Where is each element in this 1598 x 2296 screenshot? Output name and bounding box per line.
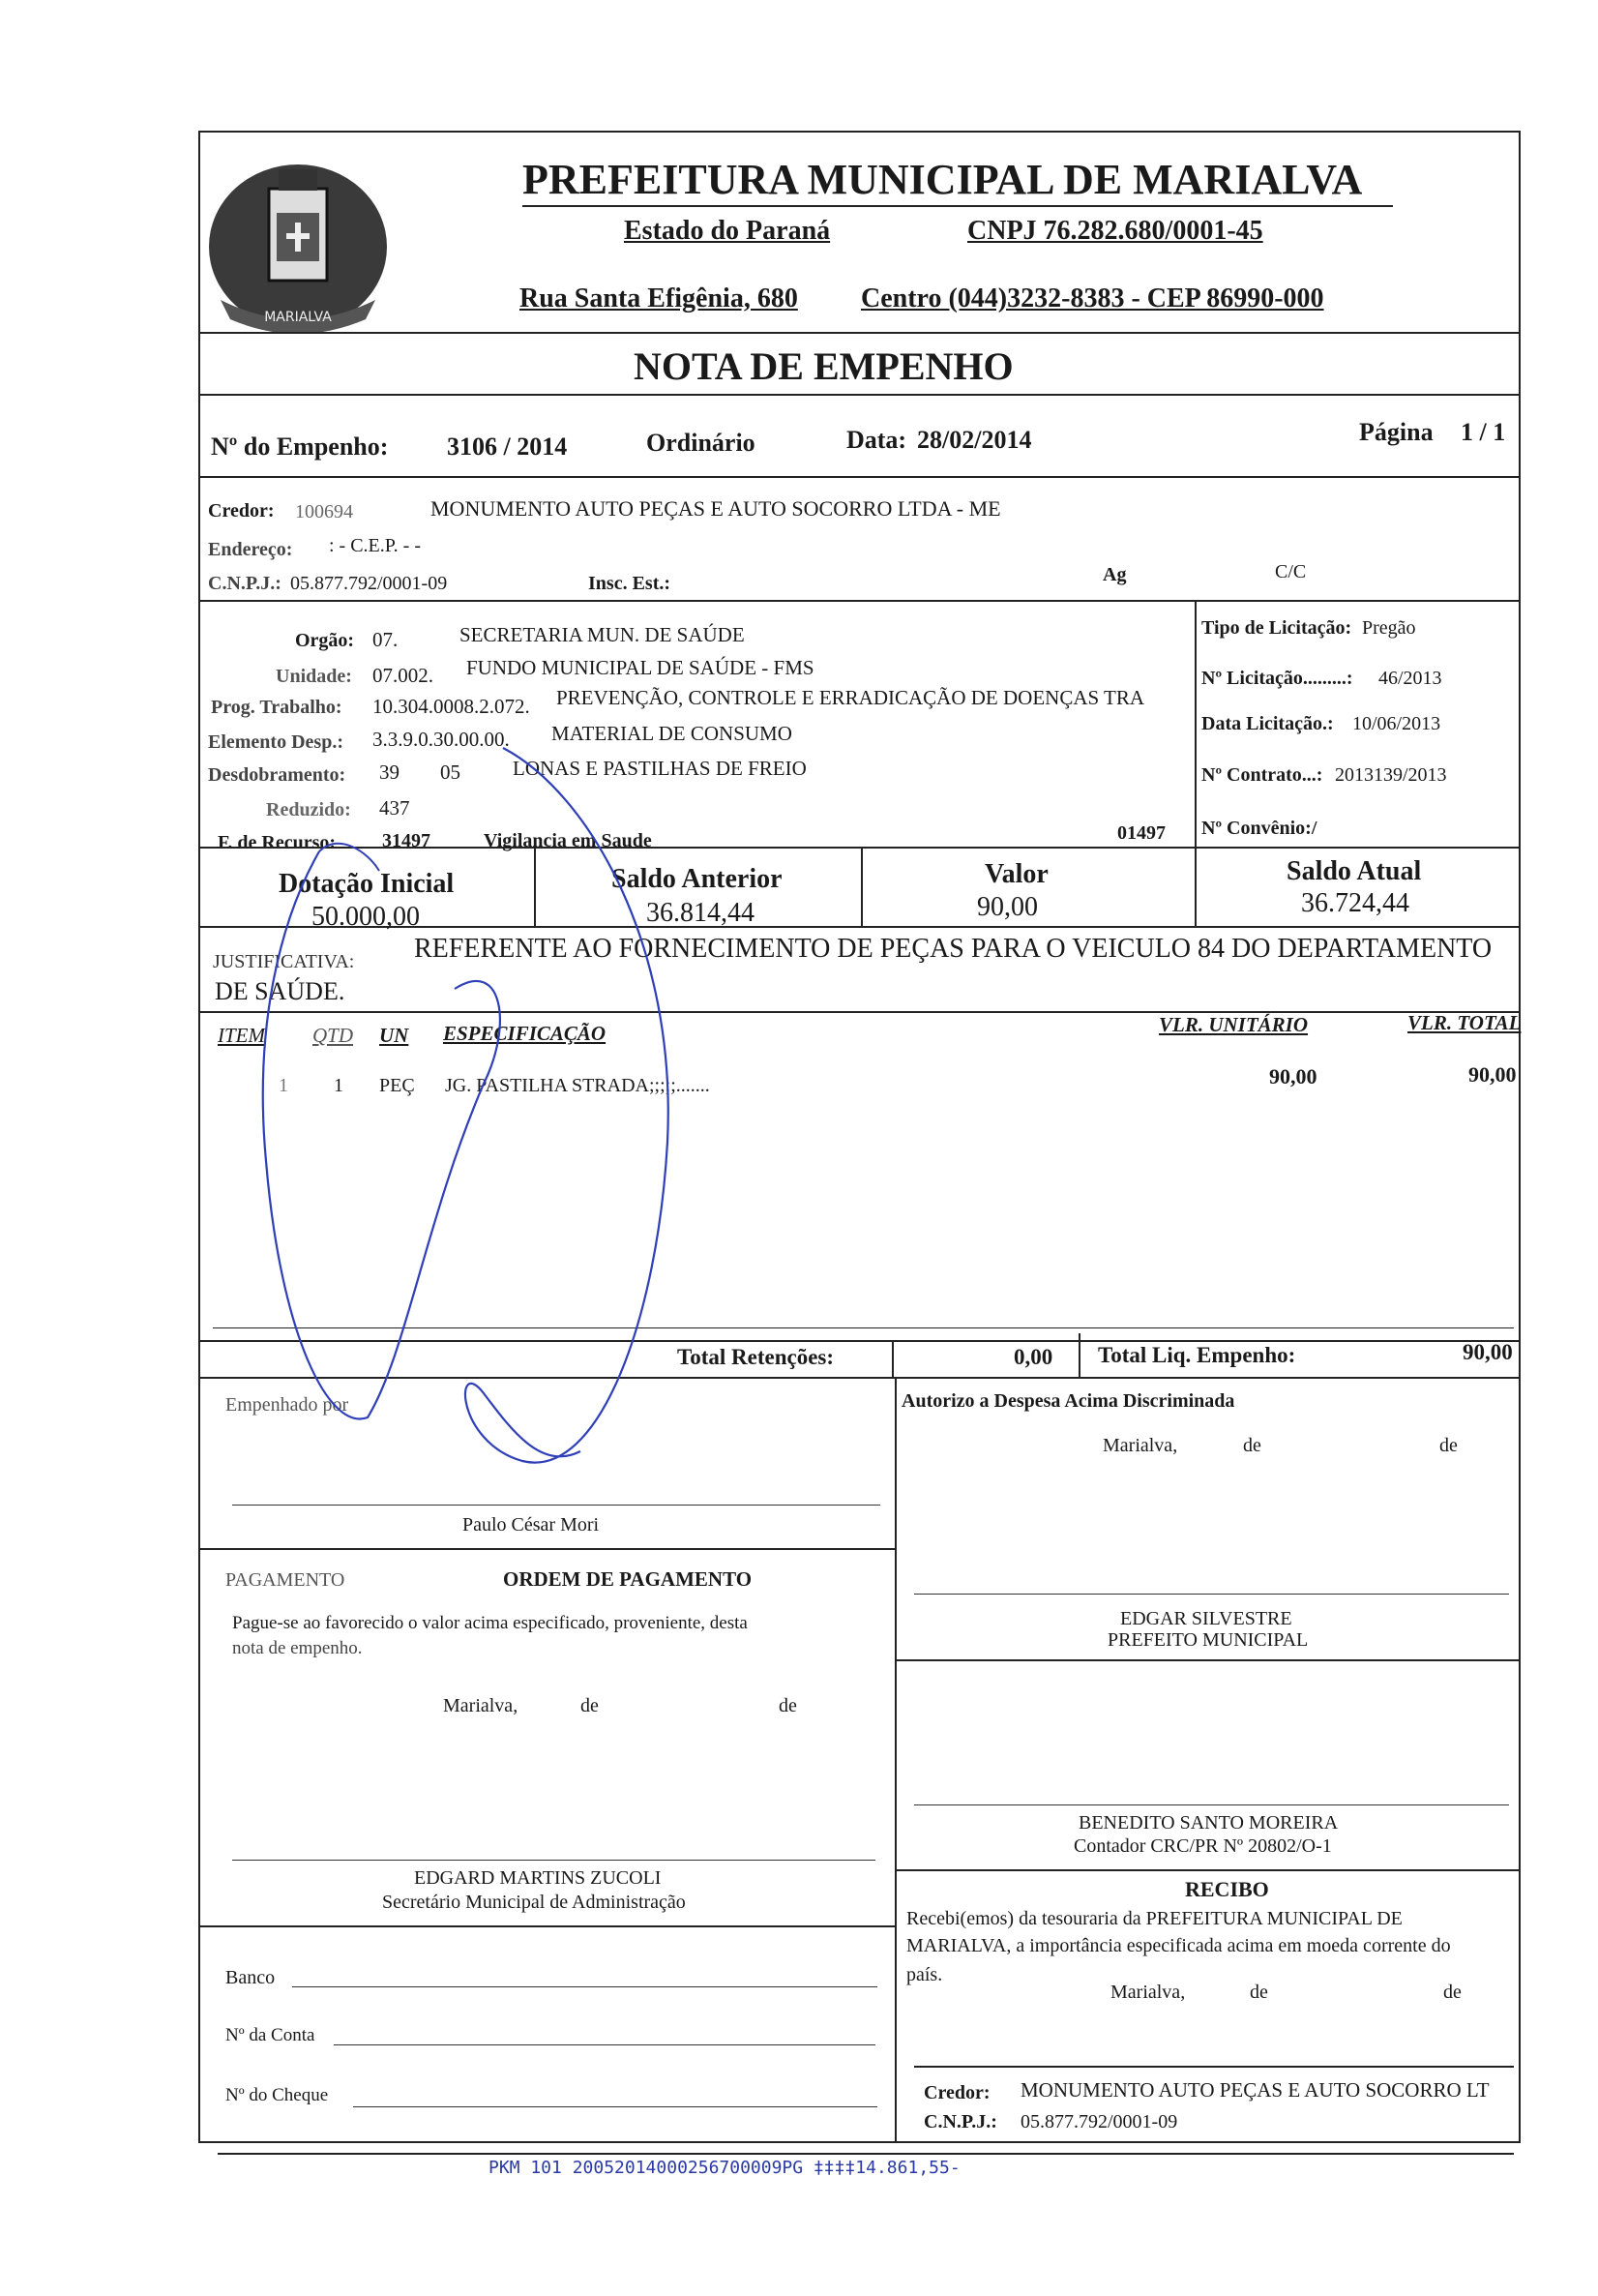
tipo-licitacao-label: Tipo de Licitação: <box>1201 617 1352 639</box>
state-label: Estado do Paraná <box>624 216 831 246</box>
reduzido-value: 437 <box>379 796 410 820</box>
conta-label: Nº da Conta <box>225 2025 315 2045</box>
autorizo-label: Autorizo a Despesa Acima Discriminada <box>902 1390 1235 1412</box>
justificativa-text-1: REFERENTE AO FORNECIMENTO DE PEÇAS PARA O VEICULO 84 DO DEPARTAMENTO <box>414 934 1493 964</box>
page-title: PREFEITURA MUNICIPAL DE MARIALVA <box>522 156 1363 203</box>
prefeito-name: EDGAR SILVESTRE <box>1120 1608 1292 1629</box>
liquido-value: 90,00 <box>1463 1340 1513 1364</box>
pen-stroke-left <box>263 851 500 1418</box>
item-qtd: 1 <box>334 1075 343 1096</box>
orgao-label: Orgão: <box>295 630 355 651</box>
autorizo-de-2: de <box>1439 1435 1458 1456</box>
contact-label: Centro (044)3232-8383 - CEP 86990-000 <box>861 283 1324 313</box>
saldo-anterior-value: 36.814,44 <box>646 898 755 928</box>
empenhado-label: Empenhado por <box>225 1394 349 1416</box>
convenio-label: Nº Convênio:/ <box>1201 818 1317 839</box>
desdobramento-name: LONAS E PASTILHAS DE FREIO <box>513 757 807 780</box>
autorizo-city: Marialva, <box>1103 1435 1178 1456</box>
recibo-text-1: Recebi(emos) da tesouraria da PREFEITURA MUNICIPAL DE <box>906 1908 1403 1929</box>
justificativa-label: JUSTIFICATIVA: <box>213 951 355 972</box>
empenho-date: 28/02/2014 <box>917 426 1032 454</box>
col-header-unit: VLR. UNITÁRIO <box>1159 1013 1309 1036</box>
justificativa-text-2: DE SAÚDE. <box>215 977 345 1005</box>
data-licitacao: 10/06/2013 <box>1352 713 1441 734</box>
unidade-name: FUNDO MUNICIPAL DE SAÚDE - FMS <box>466 656 814 679</box>
col-header-qtd: QTD <box>312 1024 354 1047</box>
recurso-label: F. de Recurso: <box>218 832 337 853</box>
page-number: 1 / 1 <box>1461 418 1506 446</box>
ordem-pagamento-label: ORDEM DE PAGAMENTO <box>503 1567 753 1591</box>
elemento-code: 3.3.9.0.30.00.00. <box>372 728 510 751</box>
prog-label: Prog. Trabalho: <box>211 697 342 718</box>
footer-code: PKM 101 20052014000256700009PG ‡‡‡‡14.861,55- <box>488 2158 961 2178</box>
tipo-licitacao: Pregão <box>1362 617 1416 639</box>
prefeito-role: PREFEITO MUNICIPAL <box>1108 1629 1309 1651</box>
saldo-atual-label: Saldo Atual <box>1287 856 1422 886</box>
dotacao-label: Dotação Inicial <box>279 869 455 899</box>
empenhado-name: Paulo César Mori <box>462 1514 600 1536</box>
prog-code: 10.304.0008.2.072. <box>372 695 530 718</box>
cnpj-field-label: C.N.P.J.: <box>208 573 281 594</box>
pague-text-2: nota de empenho. <box>232 1638 363 1658</box>
recibo-text-3: país. <box>906 1964 943 1985</box>
credor-footer-name: MONUMENTO AUTO PEÇAS E AUTO SOCORRO LT <box>1021 2078 1490 2102</box>
banco-label: Banco <box>225 1967 276 1988</box>
secretario-name: EDGARD MARTINS ZUCOLI <box>414 1867 662 1889</box>
pague-text-1: Pague-se ao favorecido o valor acima especificado, proveniente, desta <box>232 1613 748 1633</box>
recibo-de-2: de <box>1443 1982 1462 2003</box>
prog-name: PREVENÇÃO, CONTROLE E ERRADICAÇÃO DE DOENÇAS TRA <box>556 686 1145 709</box>
contador-name: BENEDITO SANTO MOREIRA <box>1079 1812 1339 1834</box>
col-header-spec: ESPECIFICAÇÃO <box>443 1022 607 1045</box>
cheque-label: Nº do Cheque <box>225 2085 329 2105</box>
recurso-extra: 01497 <box>1117 822 1166 844</box>
liquido-label: Total Liq. Empenho: <box>1098 1343 1296 1367</box>
item-unit-price: 90,00 <box>1269 1064 1317 1088</box>
credor-cnpj-label: C.N.P.J.: <box>924 2111 997 2132</box>
orgao-name: SECRETARIA MUN. DE SAÚDE <box>459 623 745 646</box>
creditor-address: : - C.E.P. - - <box>329 535 421 556</box>
secretario-role: Secretário Municipal de Administração <box>382 1892 686 1913</box>
valor-value: 90,00 <box>977 892 1038 922</box>
creditor-code: 100694 <box>295 501 353 522</box>
desdobramento-b: 05 <box>440 760 460 784</box>
recibo-label: RECIBO <box>1185 1877 1269 1901</box>
col-header-total: VLR. TOTAL <box>1407 1011 1522 1034</box>
empenho-number: 3106 / 2014 <box>447 432 568 461</box>
orgao-code: 07. <box>372 628 399 651</box>
pague-city: Marialva, <box>443 1695 518 1716</box>
recibo-text-2: MARIALVA, a importância especificada acima em moeda corrente do <box>906 1935 1451 1956</box>
desdobramento-a: 39 <box>379 760 400 784</box>
empenho-type: Ordinário <box>646 429 755 457</box>
unidade-label: Unidade: <box>276 666 352 687</box>
recibo-city: Marialva, <box>1110 1982 1186 2003</box>
creditor-cnpj: 05.877.792/0001-09 <box>290 573 448 594</box>
reduzido-label: Reduzido: <box>266 799 351 820</box>
cnpj-label: CNPJ 76.282.680/0001-45 <box>967 216 1263 246</box>
col-header-item: ITEM <box>218 1024 265 1047</box>
elemento-label: Elemento Desp.: <box>208 731 343 753</box>
col-header-un: UN <box>379 1024 409 1047</box>
document-title: NOTA DE EMPENHO <box>634 344 1014 388</box>
pen-stroke-top <box>319 844 379 871</box>
num-licitacao-label: Nº Licitação.........: <box>1201 668 1353 689</box>
item-number: 1 <box>279 1075 288 1096</box>
date-label: Data: <box>846 426 907 454</box>
recurso-name: Vigilancia em Saude <box>484 830 652 851</box>
recibo-de-1: de <box>1250 1982 1268 2003</box>
address-field-label: Endereço: <box>208 539 293 560</box>
retencoes-value: 0,00 <box>1014 1345 1053 1369</box>
item-spec: JG. PASTILHA STRADA;;;;;....... <box>445 1075 710 1096</box>
elemento-name: MATERIAL DE CONSUMO <box>551 722 792 745</box>
page-label: Página <box>1359 418 1434 446</box>
item-total-price: 90,00 <box>1468 1062 1517 1087</box>
recurso-code: 31497 <box>382 830 430 851</box>
pagamento-label: PAGAMENTO <box>225 1569 345 1591</box>
contrato-label: Nº Contrato...: <box>1201 764 1323 786</box>
pague-de-2: de <box>779 1695 797 1716</box>
pen-stroke-right <box>465 748 668 1463</box>
empenho-number-label: Nº do Empenho: <box>211 432 389 461</box>
retencoes-label: Total Retenções: <box>677 1345 835 1369</box>
crest-ribbon-text: MARIALVA <box>264 310 332 325</box>
account-label: C/C <box>1275 561 1307 582</box>
address-label: Rua Santa Efigênia, 680 <box>519 283 798 313</box>
unidade-code: 07.002. <box>372 664 433 687</box>
creditor-label: Credor: <box>208 500 275 522</box>
creditor-name: MONUMENTO AUTO PEÇAS E AUTO SOCORRO LTDA - ME <box>430 496 1001 521</box>
pague-de-1: de <box>580 1695 599 1716</box>
credor-footer-label: Credor: <box>924 2082 991 2103</box>
dotacao-value: 50.000,00 <box>311 902 420 932</box>
data-licitacao-label: Data Licitação.: <box>1201 713 1334 734</box>
item-un: PEÇ <box>379 1075 415 1096</box>
desdobramento-label: Desdobramento: <box>208 764 346 786</box>
contrato-value: 2013139/2013 <box>1335 764 1447 786</box>
num-licitacao: 46/2013 <box>1378 668 1442 689</box>
autorizo-de-1: de <box>1243 1435 1261 1456</box>
credor-cnpj-value: 05.877.792/0001-09 <box>1021 2111 1178 2132</box>
saldo-anterior-label: Saldo Anterior <box>611 864 783 894</box>
agency-label: Ag <box>1103 564 1127 585</box>
saldo-atual-value: 36.724,44 <box>1301 888 1409 918</box>
insc-est-label: Insc. Est.: <box>588 573 671 594</box>
valor-label: Valor <box>985 859 1049 889</box>
contador-role: Contador CRC/PR Nº 20802/O-1 <box>1074 1835 1332 1857</box>
